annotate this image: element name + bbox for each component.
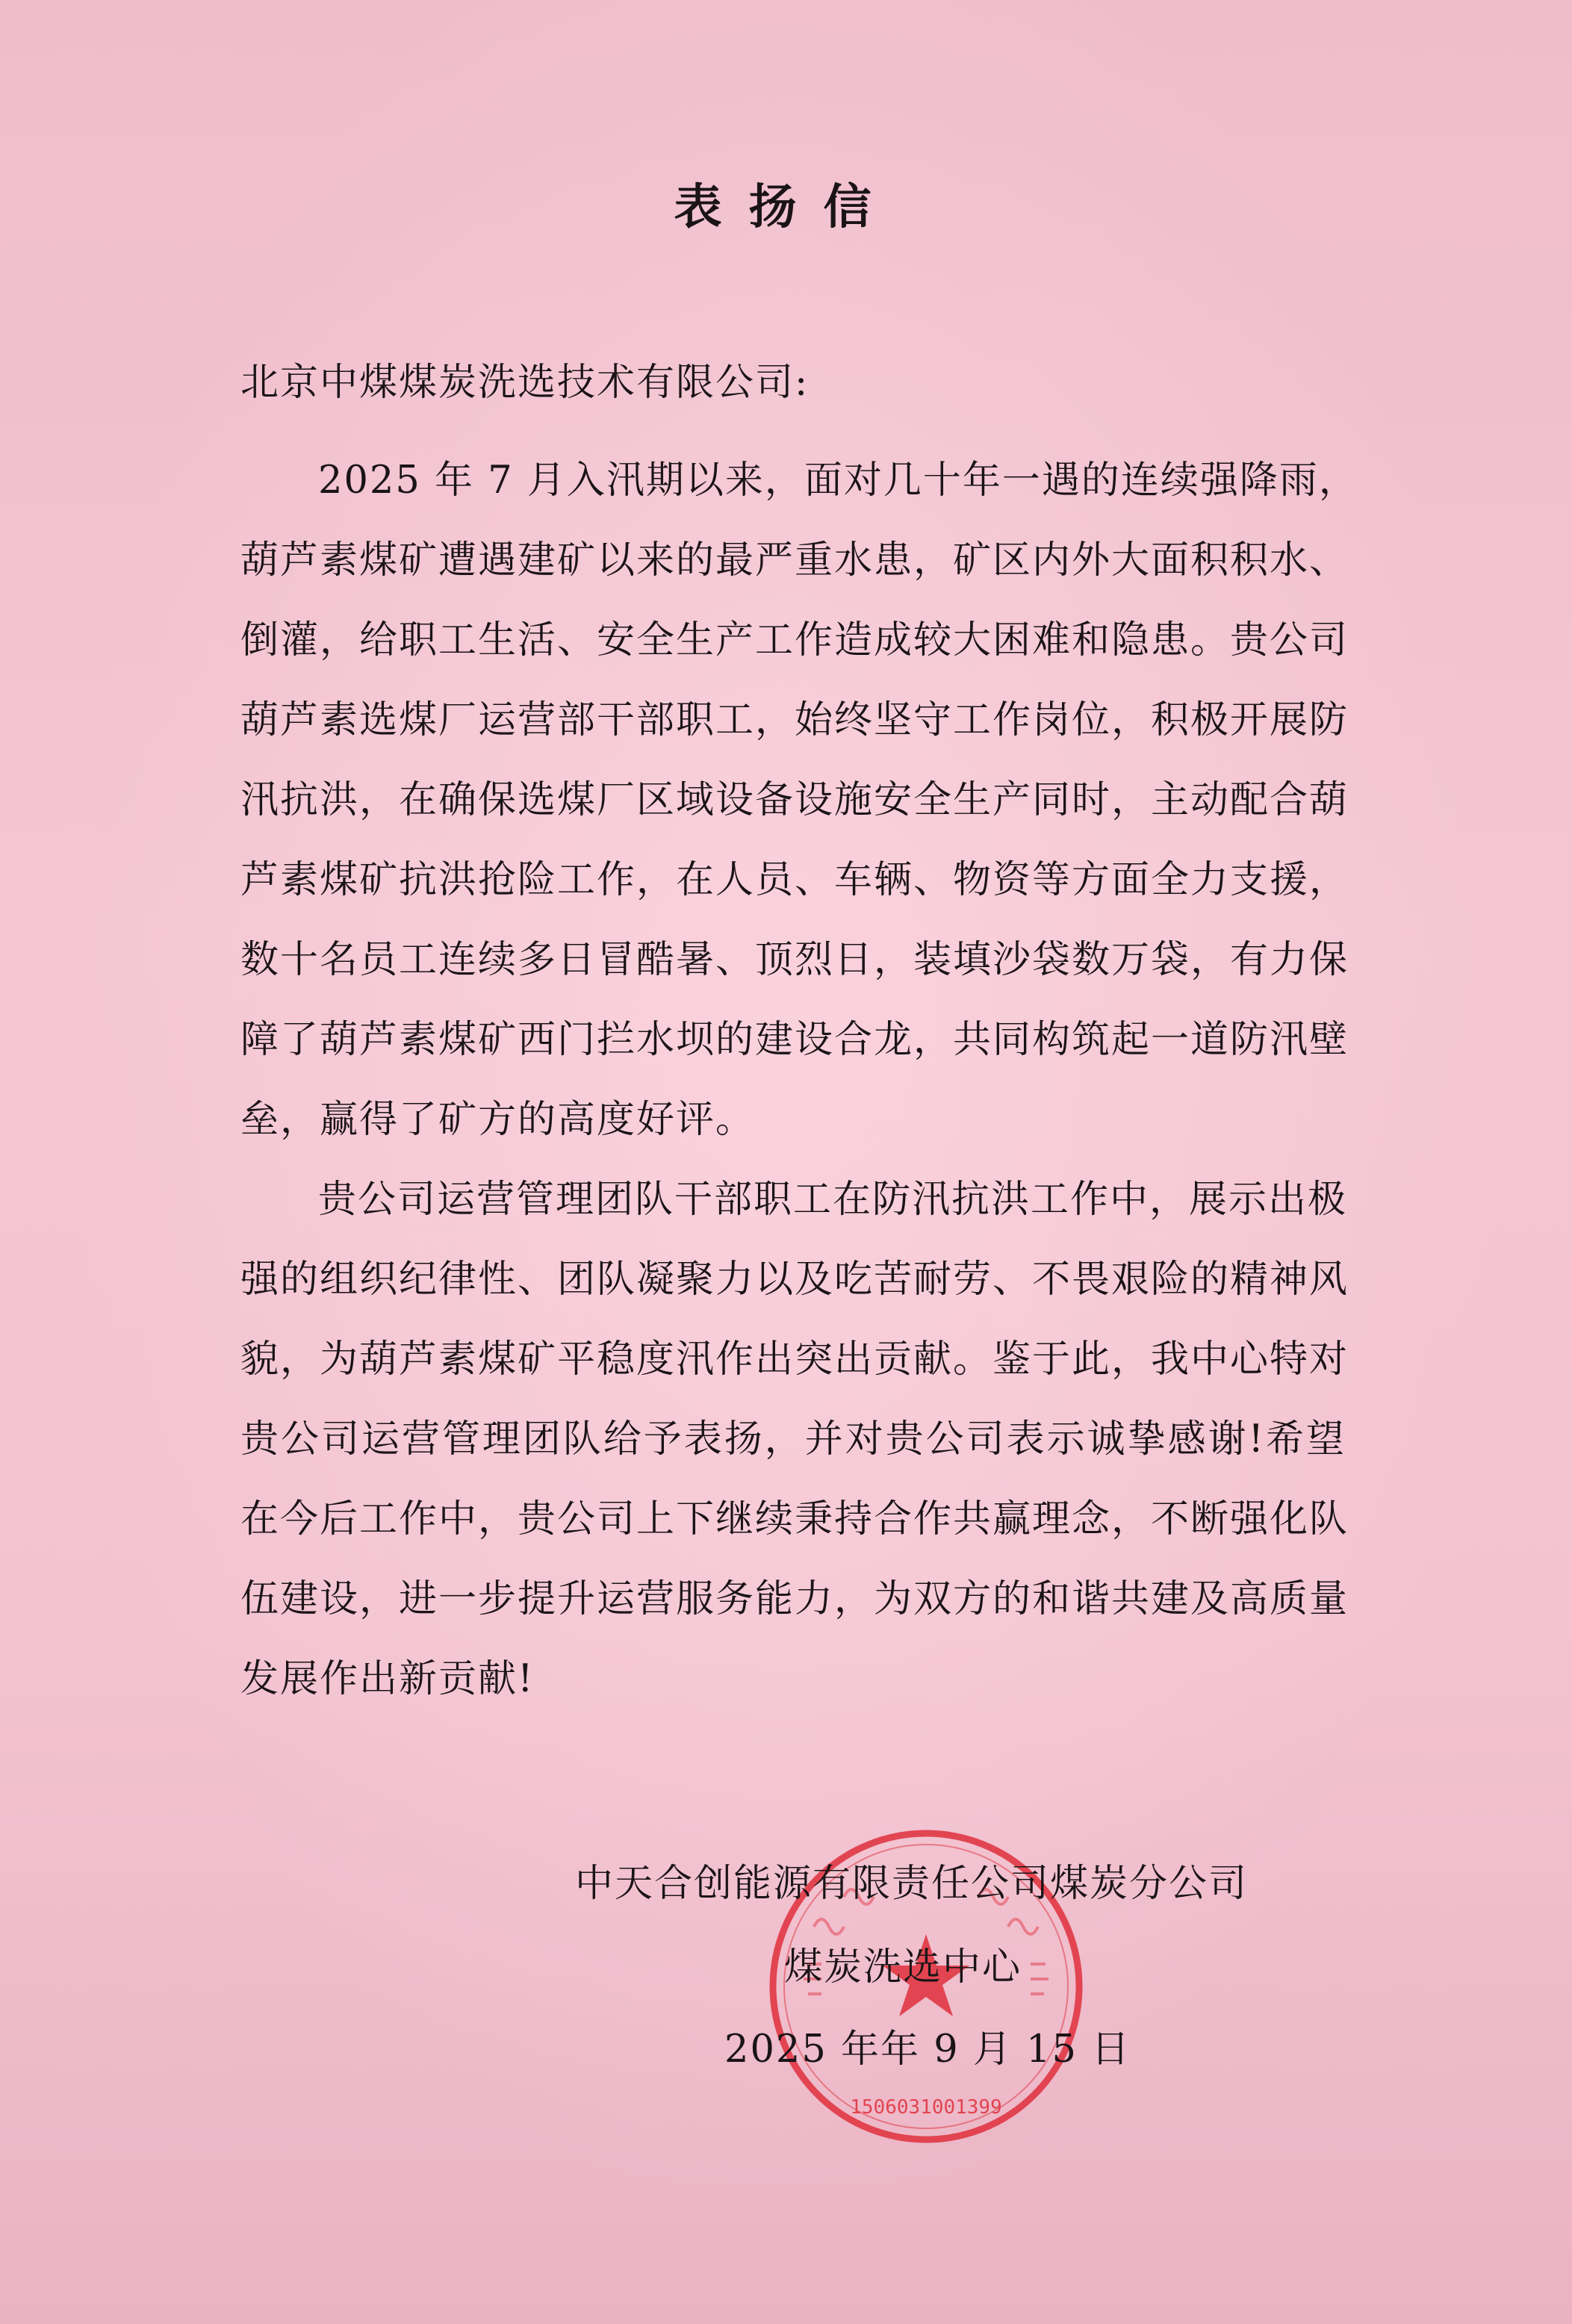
body-line: 障了葫芦素煤矿西门拦水坝的建设合龙，共同构筑起一道防汛壁 xyxy=(240,1018,1349,1062)
body-line: 芦素煤矿抗洪抢险工作，在人员、车辆、物资等方面全力支援， xyxy=(240,858,1349,902)
body-line: 貌，为葫芦素煤矿平稳度汛作出突出贡献。鉴于此，我中心特对 xyxy=(240,1337,1349,1382)
body-line: 垒，赢得了矿方的高度好评。 xyxy=(240,1098,756,1142)
body-line: 贵公司运营管理团队给予表扬，并对贵公司表示诚挚感谢!希望 xyxy=(240,1417,1346,1461)
letter-title: 表扬信 xyxy=(674,179,898,235)
body-line: 伍建设，进一步提升运营服务能力，为双方的和谐共建及高质量 xyxy=(240,1577,1349,1621)
letter-body xyxy=(240,441,1358,1719)
body-line: 数十名员工连续多日冒酷暑、顶烈日，装填沙袋数万袋，有力保 xyxy=(240,938,1349,982)
body-line: 发展作出新贡献! xyxy=(240,1657,535,1701)
signature-organization: 中天合创能源有限责任公司煤炭分公司 xyxy=(575,1862,1249,1906)
body-line: 倒灌，给职工生活、安全生产工作造成较大困难和隐患。贵公司 xyxy=(240,618,1349,662)
body-line: 2025 年 7 月入汛期以来，面对几十年一遇的连续强降雨， xyxy=(318,459,1358,503)
signature-department: 煤炭洗选中心 xyxy=(784,1945,1022,1989)
body-line: 葫芦素煤矿遭遇建矿以来的最严重水患，矿区内外大面积积水、 xyxy=(240,538,1349,582)
body-line: 贵公司运营管理团队干部职工在防汛抗洪工作中，展示出极 xyxy=(318,1178,1348,1222)
body-line: 在今后工作中，贵公司上下继续秉持合作共赢理念，不断强化队 xyxy=(240,1497,1349,1541)
body-line: 葫芦素选煤厂运营部干部职工，始终坚守工作岗位，积极开展防 xyxy=(240,698,1349,742)
signature-date: 2025 年年 9 月 15 日 xyxy=(724,2028,1131,2072)
seal-number: 1506031001399 xyxy=(850,2096,1002,2119)
body-line: 汛抗洪，在确保选煤厂区域设备设施安全生产同时，主动配合葫 xyxy=(240,778,1349,822)
addressee: 北京中煤煤炭洗选技术有限公司: xyxy=(240,361,810,405)
body-line: 强的组织纪律性、团队凝聚力以及吃苦耐劳、不畏艰险的精神风 xyxy=(240,1258,1349,1302)
